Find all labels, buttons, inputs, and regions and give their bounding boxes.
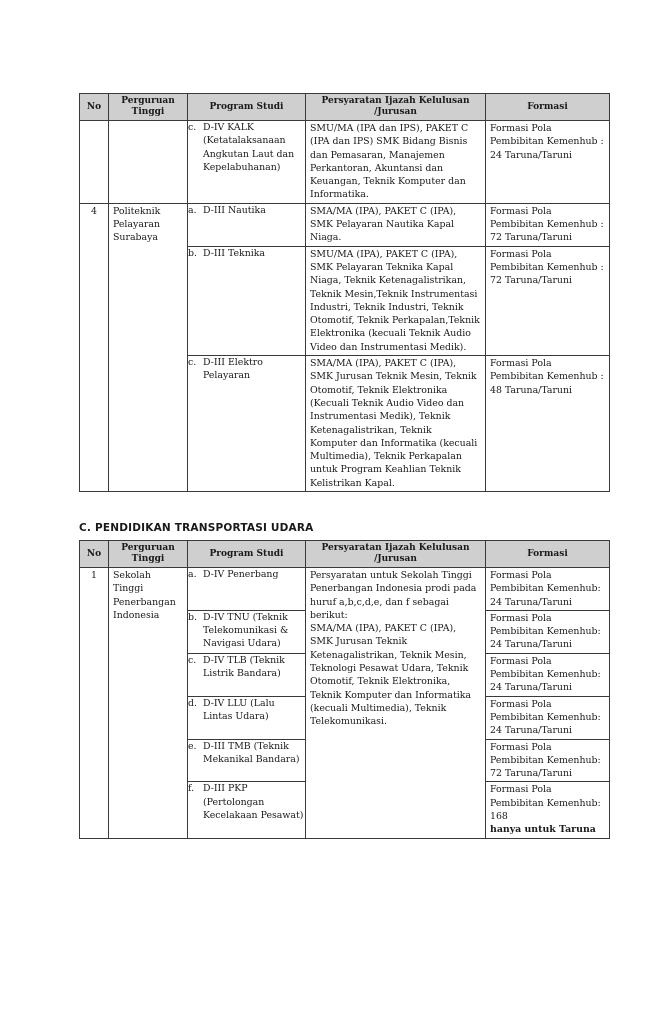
- section-heading: C. PENDIDIKAN TRANSPORTASI UDARA: [79, 522, 314, 534]
- program-name: D-IV TLB (Teknik Listrik Bandara): [203, 654, 285, 680]
- formation-cell: Formasi Pola Pembibitan Kemenhub: 24 Taruna/Taruni: [486, 653, 610, 696]
- program-letter: e.: [188, 740, 197, 752]
- formation-cell: Formasi Pola Pembibitan Kemenhub: 24 Taruna/Taruni: [486, 568, 610, 611]
- table-header-row: [80, 94, 610, 121]
- program-name: D-III TMB (Teknik Mekanikal Bandara): [203, 740, 300, 765]
- program-cell: [188, 696, 306, 739]
- table-air-transport: [79, 540, 610, 839]
- header-persyaratan: Persyaratan Ijazah Kelulusan /Jurusan: [306, 541, 486, 568]
- program-name: D-IV Penerbang: [203, 569, 279, 580]
- formation-cell: Formasi Pola Pembibitan Kemenhub : 24 Taruna/Taruni: [486, 121, 610, 204]
- no-cell: [80, 121, 109, 204]
- formation-cell: [486, 782, 610, 838]
- program-cell: [188, 610, 306, 653]
- requirement-cell: Persyaratan untuk Sekolah Tinggi Penerbangan Indonesia prodi pada huruf a,b,c,d,e, dan f sebagai berikut: SMA/MA (IPA), PAKET C (IPA), SMK Jurusan Teknik Ketenagalistrikan, Teknik Mesin, Teknologi Pesawat Udara, Teknik Otomotif, Teknik Elektronika, Teknik Komputer dan Informatika (kecuali Multimedia), Teknik Telekomunikasi.: [306, 568, 486, 839]
- header-formasi: Formasi: [486, 541, 610, 568]
- program-letter: b.: [188, 611, 197, 623]
- formation-cell: Formasi Pola Pembibitan Kemenhub: 24 Taruna/Taruni: [486, 610, 610, 653]
- formation-text: Formasi Pola Pembibitan Kemenhub: 168: [490, 784, 601, 823]
- table-row: [80, 203, 610, 246]
- program-cell: [188, 739, 306, 782]
- program-name: D-IV LLU (Lalu Lintas Udara): [203, 697, 275, 722]
- formation-note: hanya untuk Taruna: [490, 824, 596, 836]
- header-program-studi: Program Studi: [188, 94, 306, 121]
- program-cell: [188, 782, 306, 838]
- program-letter: f.: [188, 783, 195, 795]
- program-letter: c.: [188, 654, 197, 666]
- requirement-cell: SMA/MA (IPA), PAKET C (IPA), SMK Pelayaran Nautika Kapal Niaga.: [306, 203, 486, 246]
- institution-name: Sekolah Tinggi Penerbangan Indonesia: [109, 568, 188, 839]
- program-cell: [188, 203, 306, 246]
- program-letter: a.: [188, 569, 197, 580]
- header-no: No: [80, 94, 109, 121]
- formation-cell: Formasi Pola Pembibitan Kemenhub: 72 Taruna/Taruni: [486, 739, 610, 782]
- requirement-cell: SMU/MA (IPA dan IPS), PAKET C (IPA dan IPS) SMK Bidang Bisnis dan Pemasaran, Manajemen Perkantoran, Akuntansi dan Keuangan, Teknik Komputer dan Informatika.: [306, 121, 486, 204]
- table-header-row: [80, 541, 610, 568]
- no-cell: 4: [80, 203, 109, 491]
- program-name: D-IV KALK (Ketatalaksanaan Angkutan Laut dan Kepelabuhanan): [203, 122, 295, 173]
- formation-cell: Formasi Pola Pembibitan Kemenhub: 24 Taruna/Taruni: [486, 696, 610, 739]
- formation-cell: Formasi Pola Pembibitan Kemenhub : 48 Taruna/Taruni: [486, 356, 610, 492]
- program-cell: [188, 121, 306, 204]
- table-row: [80, 568, 610, 611]
- program-name: D-III Teknika: [203, 247, 266, 259]
- institution-name: Politeknik Pelayaran Surabaya: [109, 203, 188, 491]
- program-letter: a.: [188, 204, 197, 216]
- program-letter: d.: [188, 697, 197, 709]
- header-perguruan-tinggi: Perguruan Tinggi: [109, 94, 188, 121]
- header-persyaratan: Persyaratan Ijazah Kelulusan /Jurusan: [306, 94, 486, 121]
- program-letter: c.: [188, 122, 197, 133]
- formation-cell: Formasi Pola Pembibitan Kemenhub : 72 Taruna/Taruni: [486, 203, 610, 246]
- header-program-studi: Program Studi: [188, 541, 306, 568]
- program-letter: b.: [188, 247, 197, 259]
- program-cell: [188, 653, 306, 696]
- table-maritime: [79, 93, 610, 492]
- requirement-cell: SMU/MA (IPA), PAKET C (IPA), SMK Pelayaran Teknika Kapal Niaga, Teknik Ketenagalistrikan, Teknik Mesin,Teknik Instrumentasi Industri, Teknik Industri, Teknik Otomotif, Teknik Perkapalan,Teknik Elektronika (kecuali Teknik Audio Video dan Instrumentasi Medik).: [306, 246, 486, 355]
- program-name: D-III PKP (Pertolongan Kecelakaan Pesawat): [203, 783, 304, 822]
- header-formasi: Formasi: [486, 94, 610, 121]
- program-cell: [188, 356, 306, 492]
- institution-cell: [109, 121, 188, 204]
- no-cell: 1: [80, 568, 109, 839]
- requirement-cell: SMA/MA (IPA), PAKET C (IPA), SMK Jurusan Teknik Mesin, Teknik Otomotif, Teknik Elektronika (Kecuali Teknik Audio Video dan Instrumentasi Medik), Teknik Ketenagalistrikan, Teknik Komputer dan Informatika (kecuali Multimedia), Teknik Perkapalan untuk Program Keahlian Teknik Kelistrikan Kapal.: [306, 356, 486, 492]
- header-no: No: [80, 541, 109, 568]
- program-name: D-III Elektro Pelayaran: [203, 357, 263, 382]
- program-letter: c.: [188, 357, 197, 369]
- header-perguruan-tinggi: Perguruan Tinggi: [109, 541, 188, 568]
- table-row: [80, 121, 610, 204]
- program-name: D-III Nautika: [203, 204, 266, 216]
- program-cell: [188, 568, 306, 611]
- formation-cell: Formasi Pola Pembibitan Kemenhub : 72 Taruna/Taruni: [486, 246, 610, 355]
- program-cell: [188, 246, 306, 355]
- program-name: D-IV TNU (Teknik Telekomunikasi & Navigasi Udara): [203, 611, 289, 650]
